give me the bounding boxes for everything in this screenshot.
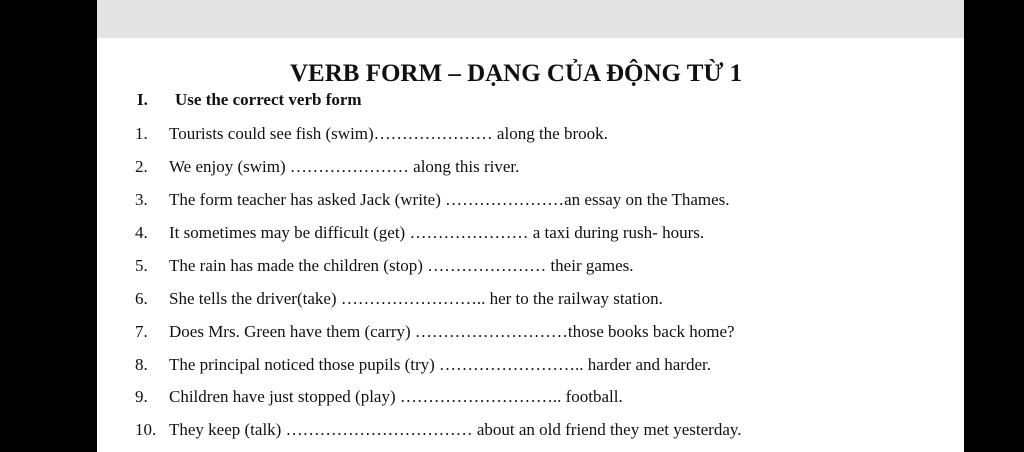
exercise-item-4 bbox=[135, 223, 704, 243]
exercise-item-5 bbox=[135, 256, 634, 276]
item-text: We enjoy (swim) ………………… along this river. bbox=[169, 157, 520, 176]
exercise-item-1 bbox=[135, 124, 608, 144]
item-number: 10. bbox=[135, 420, 157, 439]
item-number: 7. bbox=[135, 322, 148, 341]
item-number: 9. bbox=[135, 387, 148, 406]
exercise-item-2 bbox=[135, 157, 519, 177]
item-text: The rain has made the children (stop) ………………… their games. bbox=[169, 256, 634, 275]
worksheet-title: VERB FORM – DẠNG CỦA ĐỘNG TỪ 1 bbox=[290, 60, 743, 87]
item-number: 3. bbox=[135, 190, 148, 209]
item-number: 2. bbox=[135, 157, 148, 176]
section-heading-text: Use the correct verb form bbox=[175, 90, 362, 109]
section-numeral: I. bbox=[137, 90, 148, 109]
exercise-item-10 bbox=[135, 420, 742, 440]
item-text: The form teacher has asked Jack (write) …………………an essay on the Thames. bbox=[169, 190, 730, 209]
item-text: Tourists could see fish (swim)………………… along the brook. bbox=[169, 124, 608, 143]
top-gray-band bbox=[97, 0, 964, 38]
item-text: They keep (talk) …………………………… about an old friend they met yesterday. bbox=[169, 420, 742, 439]
exercise-item-7 bbox=[135, 322, 735, 342]
item-text: It sometimes may be difficult (get) ………………… a taxi during rush- hours. bbox=[169, 223, 705, 242]
item-number: 4. bbox=[135, 223, 148, 242]
section-heading bbox=[137, 90, 362, 110]
item-number: 8. bbox=[135, 355, 148, 374]
item-number: 6. bbox=[135, 289, 148, 308]
item-text: Children have just stopped (play) ……………………….. football. bbox=[169, 387, 623, 406]
item-text: The principal noticed those pupils (try) …………………….. harder and harder. bbox=[169, 355, 711, 374]
exercise-item-6 bbox=[135, 289, 663, 309]
exercise-item-8 bbox=[135, 355, 711, 375]
exercise-item-3 bbox=[135, 190, 730, 210]
exercise-item-9 bbox=[135, 387, 623, 407]
item-number: 5. bbox=[135, 256, 148, 275]
worksheet-page bbox=[97, 0, 964, 452]
item-number: 1. bbox=[135, 124, 148, 143]
item-text: Does Mrs. Green have them (carry) ………………………those books back home? bbox=[169, 322, 735, 341]
item-text: She tells the driver(take) …………………….. her to the railway station. bbox=[169, 289, 663, 308]
